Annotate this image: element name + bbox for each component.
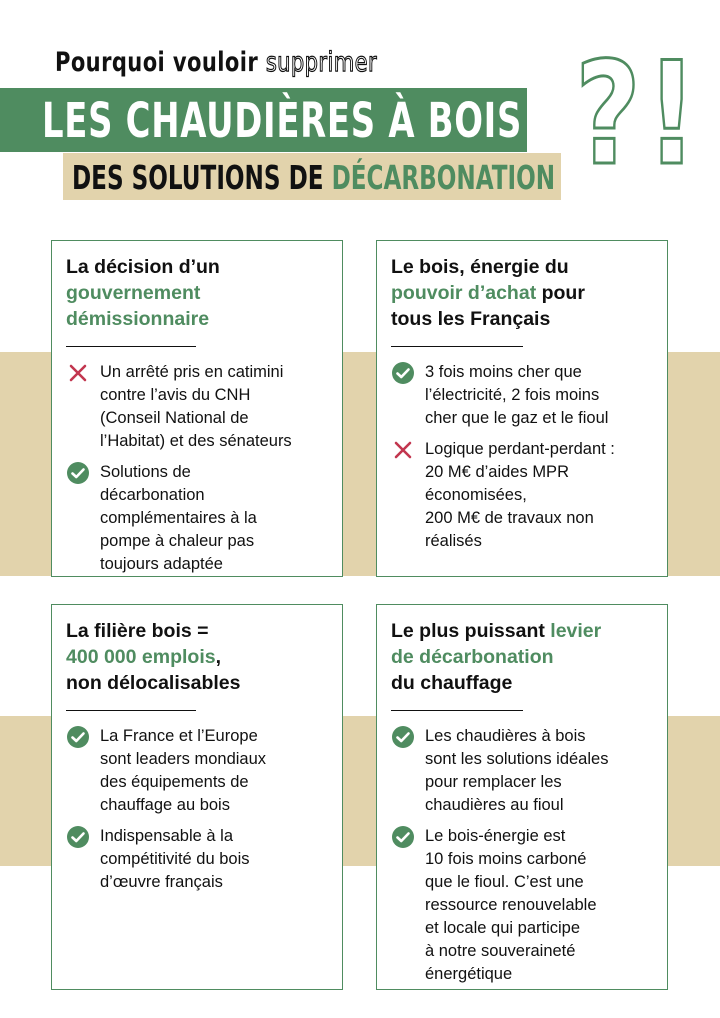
card-title-line: La filière bois = — [66, 620, 209, 642]
check-icon — [66, 725, 90, 749]
list-item — [391, 361, 653, 430]
check-icon — [66, 461, 90, 485]
card-decarbonation-lever — [376, 604, 668, 990]
question-exclamation-marks: ?! — [575, 32, 703, 197]
list-item — [66, 725, 328, 817]
list-item — [391, 438, 653, 553]
list-item — [391, 825, 653, 986]
check-icon — [391, 825, 415, 849]
headline-line-2: LES CHAUDIÈRES À BOIS — [42, 93, 523, 149]
list-item — [66, 361, 328, 453]
list-item-text: Solutions de décarbonation complémentaires à la pompe à chaleur pas toujours adaptée — [100, 463, 257, 573]
card-title — [66, 618, 328, 696]
card-title-highlight: démissionnaire — [66, 308, 210, 330]
card-title-line: , — [215, 646, 222, 668]
card-title-line: non délocalisables — [66, 672, 241, 694]
list-item — [391, 725, 653, 817]
list-item-text: La France et l’Europe sont leaders mondiaux des équipements de chauffage au bois — [100, 727, 267, 814]
card-divider — [66, 710, 196, 711]
card-title-line: pour — [541, 282, 585, 304]
cross-icon — [66, 361, 90, 385]
headline-line-1-outline: supprimer — [265, 47, 378, 78]
card-title-highlight: gouvernement — [66, 282, 201, 304]
list-item — [66, 461, 328, 576]
headline-line-1 — [55, 47, 377, 78]
subheadline-part-1: DES SOLUTIONS DE — [72, 158, 324, 197]
card-divider — [391, 346, 523, 347]
card-title-line: tous les Français — [391, 308, 551, 330]
headline-line-1-bold: Pourquoi vouloir — [55, 47, 259, 78]
list-item-text: Indispensable à la compétitivité du bois d’œuvre français — [100, 827, 250, 891]
cross-icon — [391, 438, 415, 462]
check-icon — [391, 361, 415, 385]
card-divider — [66, 346, 196, 347]
list-item-text: Un arrêté pris en catimini contre l’avis du CNH (Conseil National de l’Habitat) et des sénateurs — [100, 363, 292, 450]
card-divider — [391, 710, 523, 711]
list-item — [66, 825, 328, 894]
card-title-line: Le plus puissant — [391, 620, 545, 642]
card-title-highlight: pouvoir d’achat — [391, 282, 537, 304]
list-item-text: Les chaudières à bois sont les solutions idéales pour remplacer les chaudières au fioul — [425, 727, 609, 814]
subheadline — [72, 158, 555, 197]
card-wood-sector-jobs — [51, 604, 343, 990]
list-item-text: Le bois-énergie est 10 fois moins carboné que le fioul. C’est une ressource renouvelable et locale qui participe à notre souveraineté énergétique — [425, 827, 597, 983]
card-title-highlight: de décarbonation — [391, 646, 554, 668]
card-title-highlight: 400 000 emplois — [66, 646, 216, 668]
list-item-text: 3 fois moins cher que l’électricité, 2 fois moins cher que le gaz et le fioul — [425, 363, 609, 427]
check-icon — [391, 725, 415, 749]
card-purchasing-power — [376, 240, 668, 577]
card-title-line: Le bois, énergie du — [391, 256, 569, 278]
card-title-line: La décision d’un — [66, 256, 220, 278]
card-title — [66, 254, 328, 332]
card-title-highlight: levier — [550, 620, 602, 642]
list-item-text: Logique perdant-perdant : 20 M€ d’aides MPR économisées, 200 M€ de travaux non réalisés — [425, 440, 615, 550]
subheadline-accent: DÉCARBONATION — [331, 158, 556, 197]
card-title — [391, 618, 653, 696]
card-title — [391, 254, 653, 332]
check-icon — [66, 825, 90, 849]
card-government-decision — [51, 240, 343, 577]
card-title-line: du chauffage — [391, 672, 513, 694]
